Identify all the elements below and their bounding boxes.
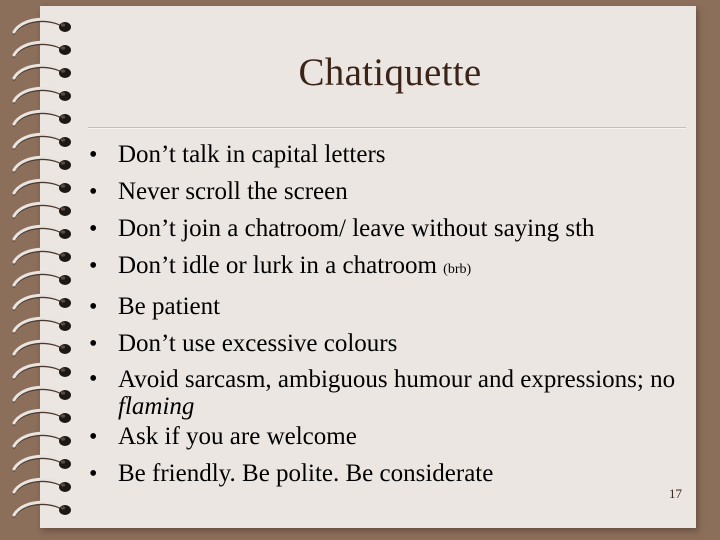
bullet-item <box>88 459 688 489</box>
bullet-text: Never scroll the screen <box>118 178 348 205</box>
bullet-list <box>88 140 688 496</box>
bullet-item <box>88 251 688 285</box>
spiral-ring-icon <box>14 42 71 57</box>
bullet-text: Be friendly. Be polite. Be considerate <box>118 460 494 487</box>
spiral-ring-icon <box>14 249 71 264</box>
spiral-binding-icon <box>8 16 78 528</box>
bullet-item <box>88 366 688 420</box>
slide-title: Chatiquette <box>298 51 482 94</box>
bullet-item <box>88 422 688 452</box>
spiral-ring-icon <box>14 134 71 149</box>
spiral-ring-icon <box>14 19 71 34</box>
bullet-text: Be patient <box>118 293 221 320</box>
bullet-text: Ask if you are welcome <box>118 423 357 450</box>
bullet-text: Avoid sarcasm, ambiguous humour and expressions; no <box>118 366 676 393</box>
spiral-ring-icon <box>14 456 71 471</box>
bullet-text: Don’t use excessive colours <box>118 330 398 357</box>
bullet-item <box>88 292 688 322</box>
spiral-ring-icon <box>14 387 71 402</box>
spiral-ring-icon <box>14 272 71 287</box>
spiral-ring-icon <box>14 318 71 333</box>
bullet-note: (brb) <box>443 262 472 277</box>
page-number: 17 <box>669 486 682 501</box>
spiral-ring-icon <box>14 479 71 494</box>
spiral-ring-icon <box>14 111 71 126</box>
title-divider <box>88 127 686 128</box>
spiral-ring-icon <box>14 226 71 241</box>
spiral-ring-icon <box>14 502 71 517</box>
spiral-ring-icon <box>14 180 71 195</box>
spiral-ring-icon <box>14 203 71 218</box>
spiral-ring-icon <box>14 65 71 80</box>
spiral-ring-icon <box>14 88 71 103</box>
bullet-item <box>88 214 688 244</box>
bullet-item <box>88 329 688 359</box>
bullet-text: Don’t join a chatroom/ leave without saying sth <box>118 215 595 242</box>
bullet-text: Don’t idle or lurk in a chatroom <box>118 252 444 279</box>
spiral-ring-icon <box>14 410 71 425</box>
bullet-item <box>88 140 688 170</box>
spiral-ring-icon <box>14 341 71 356</box>
spiral-ring-icon <box>14 433 71 448</box>
spiral-ring-icon <box>14 157 71 172</box>
spiral-ring-icon <box>14 295 71 310</box>
bullet-text: Don’t talk in capital letters <box>118 141 386 168</box>
bullet-emphasis: flaming <box>118 393 195 420</box>
bullet-item <box>88 177 688 207</box>
spiral-ring-icon <box>14 364 71 379</box>
